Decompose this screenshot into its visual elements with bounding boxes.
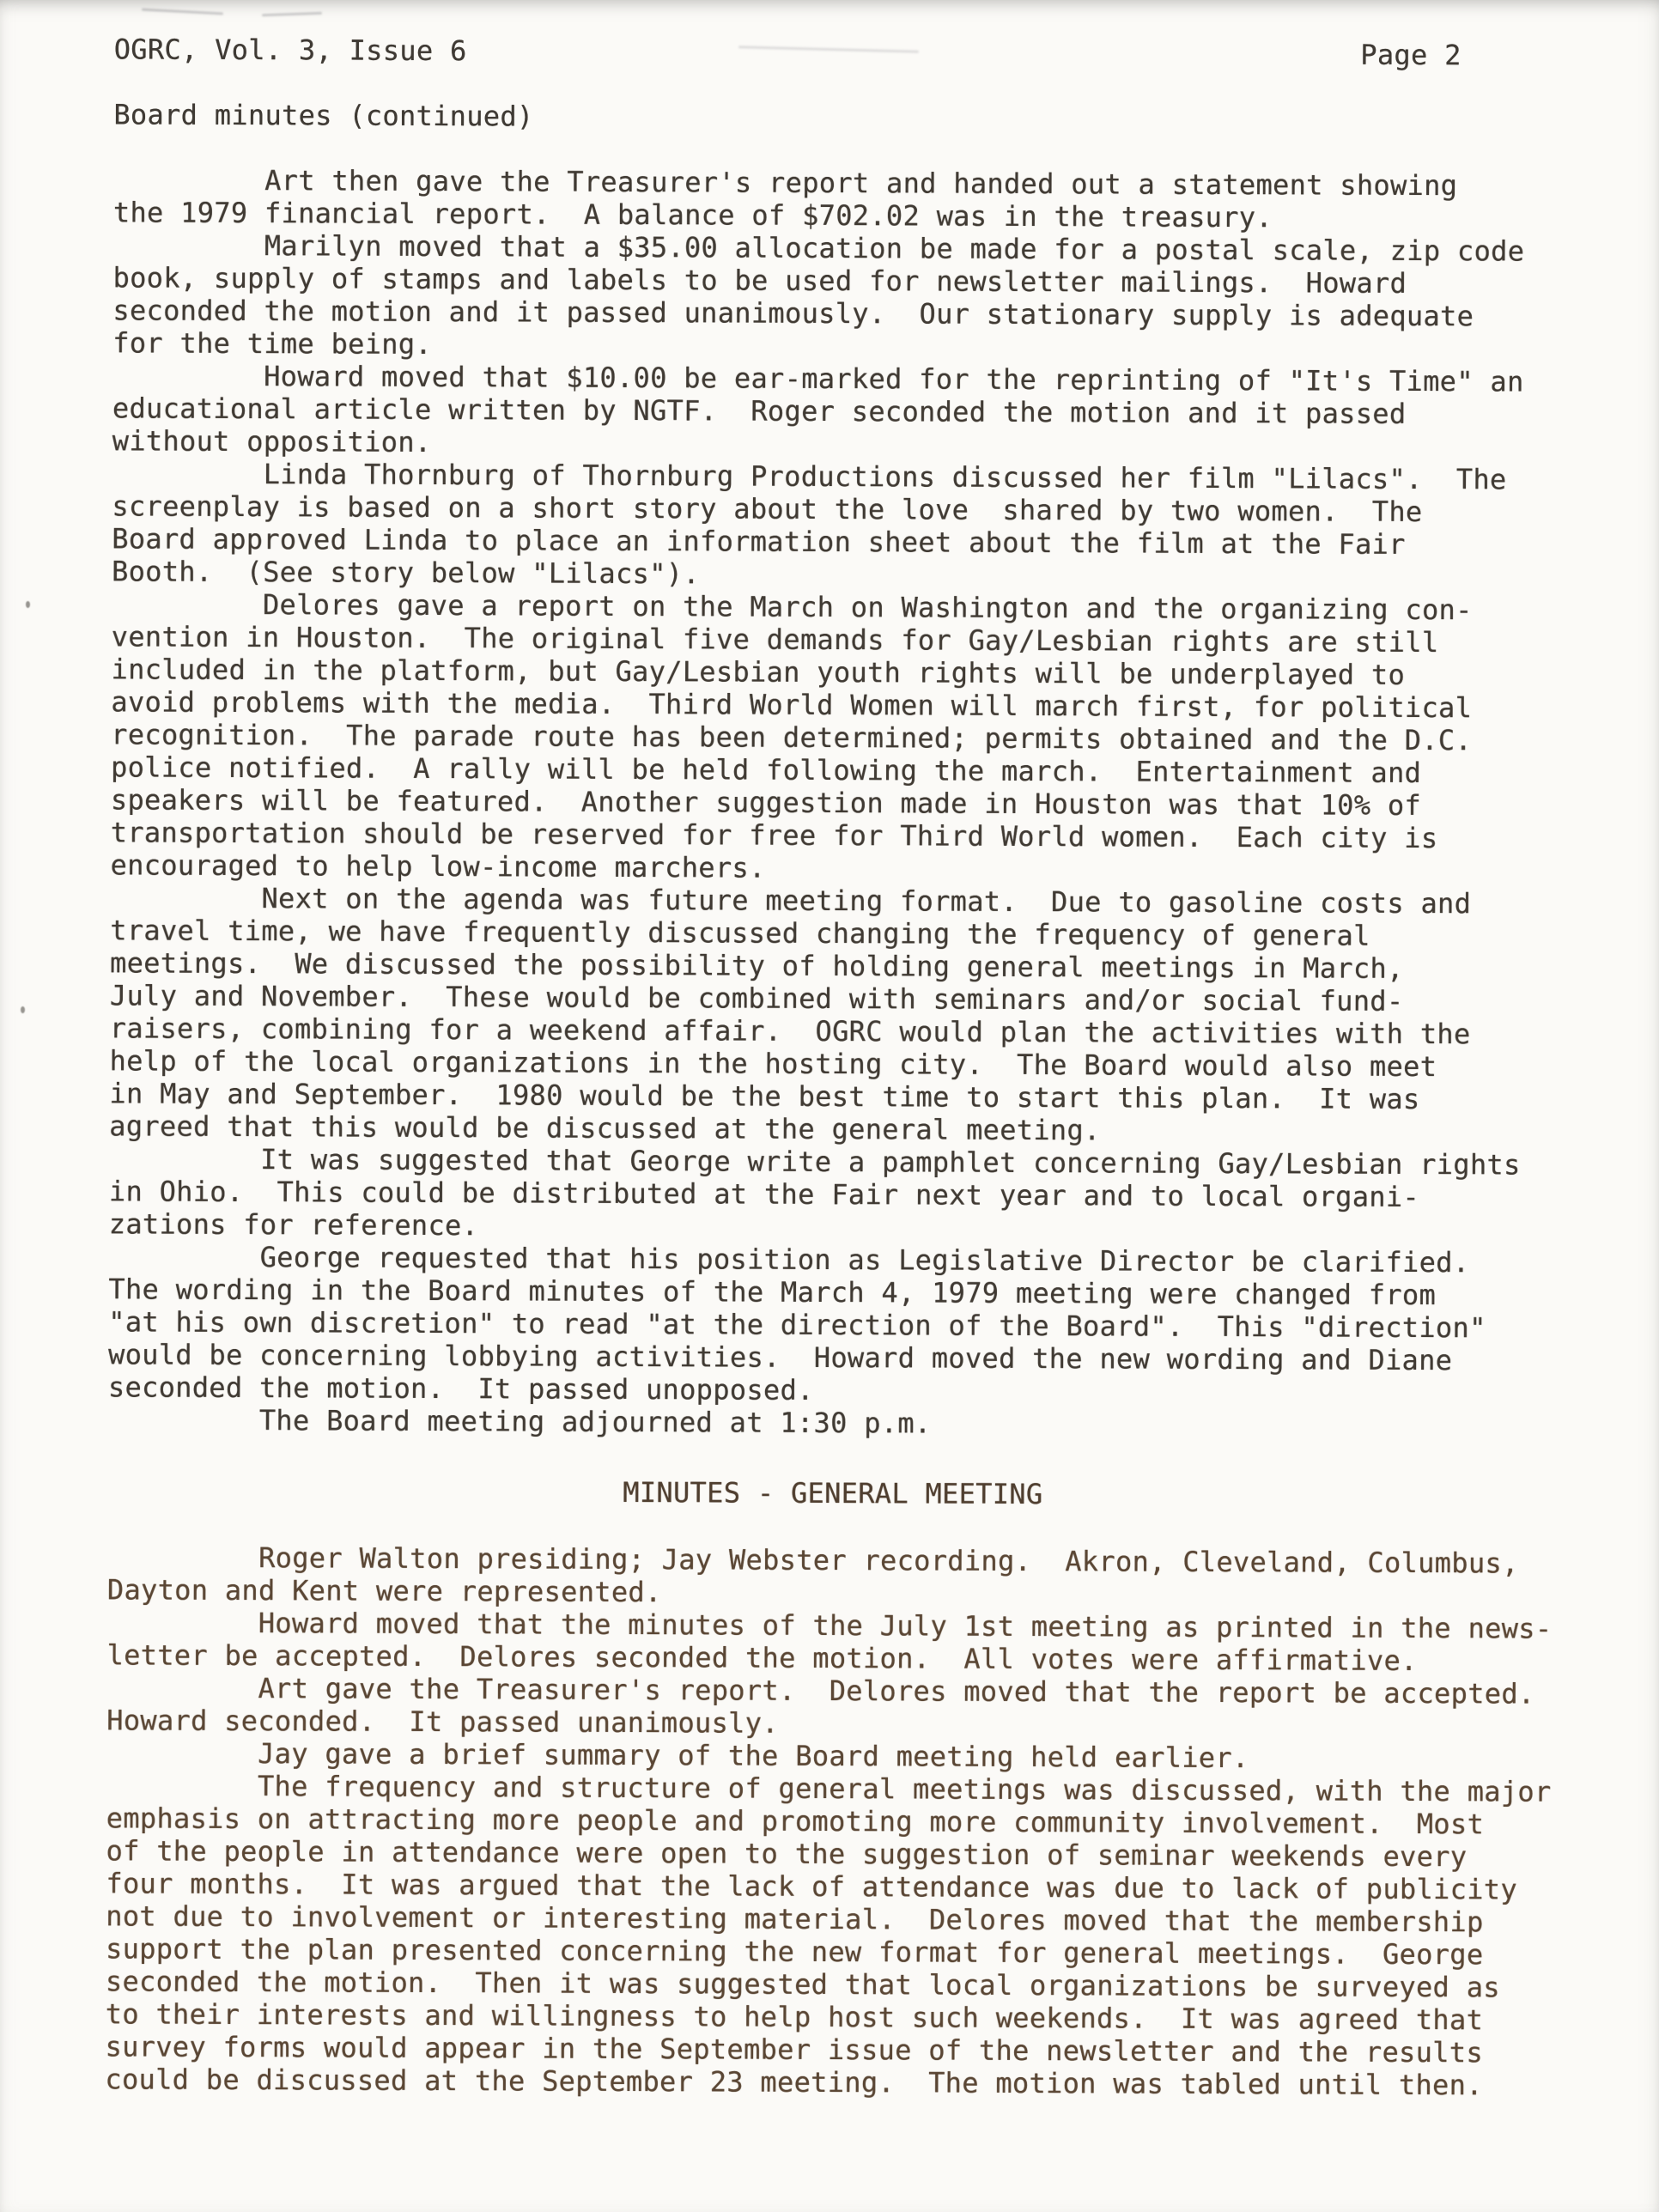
paragraph: The frequency and structure of general meetings was discussed, with the major emphasis on attracting more people and promoting more community involvement. Most of the people in attendance were open to the suggestion of seminar weekends every four months. It was argued that the lack of attendance was due to lack of publicity not due to involvement or interesting material. Delores moved that the membership support the plan presented concerning the new format for general meetings. George seconded the motion. Then it was suggested that local organizations be surveyed as to their interests and willingness to help host such weekends. It was agreed that survey forms would appear in the September issue of the newsletter and the results could be discussed at the September 23 meeting. The motion was tabled until then. xyxy=(105,1769,1552,2102)
paragraph: Roger Walton presiding; Jay Webster recording. Akron, Cleveland, Columbus, Dayton and Kent were represented. xyxy=(106,1540,1519,1609)
page-header xyxy=(114,33,1565,71)
paragraph: Jay gave a brief summary of the Board meeting held earlier. xyxy=(106,1736,1249,1775)
paragraph: Howard moved that the minutes of the July 1st meeting as printed in the news- letter be accepted. Delores seconded the motion. All votes were affirmative. xyxy=(106,1606,1553,1678)
paragraph: Art then gave the Treasurer's report and handed out a statement showing the 1979 financial report. A balance of $702.02 was in the treasury. xyxy=(112,163,1458,234)
paragraph: Delores gave a report on the March on Washington and the organizing con- vention in Houston. The original five demands for Gay/Lesbian rights are still included in the platform, but Gay/Lesbian youth rights will be underplayed to avoid problems with the media. Third World Women will march first, for political recognition. The parade route has been determined; permits obtained and the D.C. police notified. A rally will be held following the march. Entertainment and speakers will be featured. Another suggestion made in Houston was that 10% of transportation should be reserved for free for Third World women. Each city is encouraged to help low-income marchers. xyxy=(110,587,1473,884)
section-subheader: Board minutes (continued) xyxy=(113,98,534,133)
page-number: Page 2 xyxy=(1360,38,1462,72)
general-meeting-section xyxy=(105,1540,1558,2101)
paragraph: Marilyn moved that a $35.00 allocation be made for a postal scale, zip code book, supply of stamps and labels to be used for newsletter mailings. Howard seconded the motion and it passed unanimously. Our stationary supply is adequate for the time being. xyxy=(112,228,1525,361)
paragraph: The Board meeting adjourned at 1:30 p.m. xyxy=(107,1403,932,1440)
paragraph: Next on the agenda was future meeting format. Due to gasoline costs and travel time, we have frequently discussed changing the frequency of general meetings. We discussed the possibility of holding general meetings in March, July and November. These would be combined with seminars and/or social fund- raisers, combining for a weekend affair. OGRC would plan the activities with the help of the local organizations in the hosting city. The Board would also meet in May and September. 1980 would be the best time to start this plan. It was agreed that this would be discussed at the general meeting. xyxy=(109,881,1472,1147)
board-minutes-section xyxy=(108,163,1564,1442)
paragraph: Howard moved that $10.00 be ear-marked for the reprinting of "It's Time" an educational article written by NGTF. Roger seconded the motion and it passed without opposition. xyxy=(112,359,1524,459)
paragraph: It was suggested that George write a pamphlet concerning Gay/Lesbian rights in Ohio. This could be distributed at the Fair next year and to local organi- zations for reference. xyxy=(108,1142,1521,1243)
paragraph: Linda Thornburg of Thornburg Productions discussed her film "Lilacs". The screenplay is based on a short story about the love shared by two women. The Board approved Linda to place an information sheet about the film at the Fair Booth. (See story below "Lilacs"). xyxy=(112,457,1507,591)
paragraph: Art gave the Treasurer's report. Delores moved that the report be accepted. Howard seconded. It passed unanimously. xyxy=(106,1671,1535,1740)
paragraph: George requested that his position as Legislative Director be clarified. The wording in the Board minutes of the March 4, 1979 meeting were changed from "at his own discretion" to read "at the direction of the Board". This "direction" would be concerning lobbying activities. Howard moved the new wording and Diane seconded the motion. It passed unopposed. xyxy=(107,1240,1486,1407)
issue-label: OGRC, Vol. 3, Issue 6 xyxy=(113,33,467,68)
general-meeting-heading: MINUTES - GENERAL MEETING xyxy=(623,1475,1043,1511)
